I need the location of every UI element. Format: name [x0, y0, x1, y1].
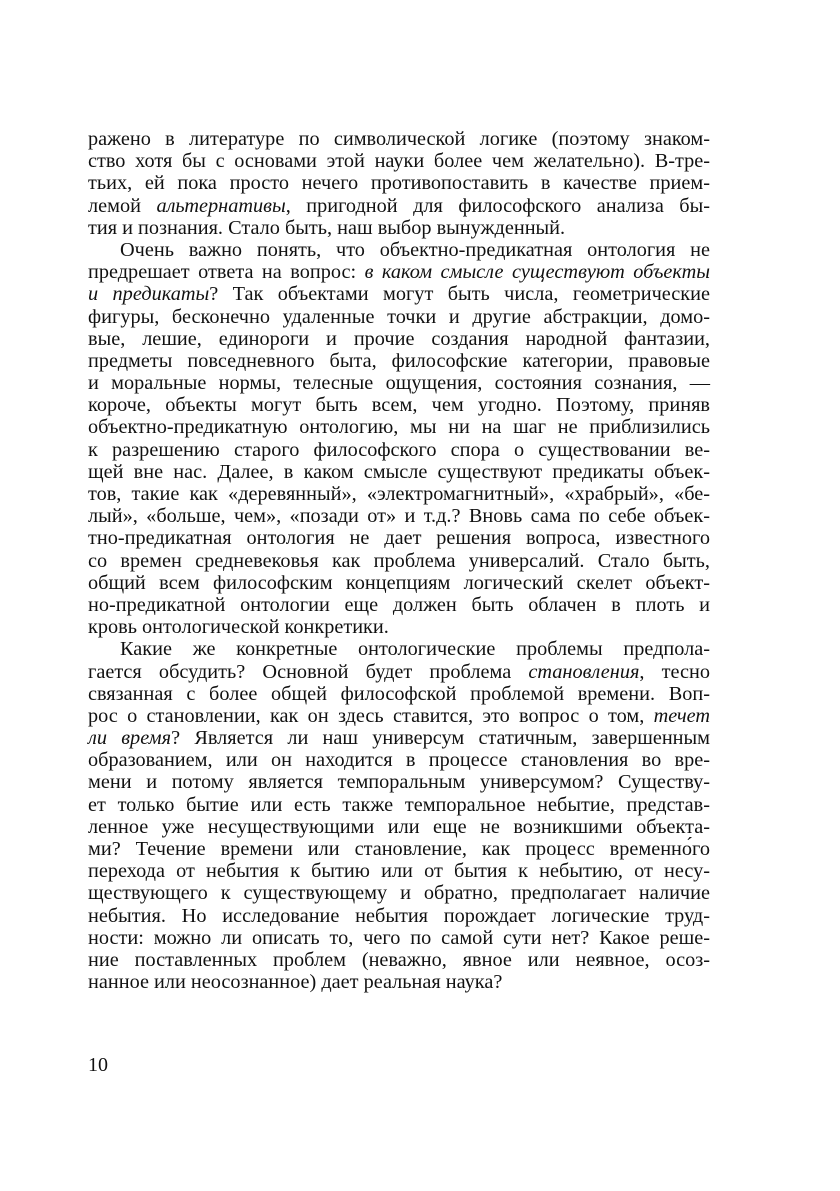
text-line: ности: можно ли описать то, чего по самой сути нет? Какое реше-: [88, 926, 710, 949]
paragraph: [88, 239, 710, 638]
text-line: нанное или неосознанное) дает реальная наука?: [88, 971, 503, 994]
text-line: ство хотя бы с основами этой науки более чем желательно). В-тре-: [88, 150, 710, 173]
text-line: ществующего к существующему и обратно, предполагает наличие: [88, 882, 710, 905]
text-line: образованием, или он находится в процессе становления во вре-: [88, 749, 710, 772]
text-line: тия и познания. Стало быть, наш выбор вынужденный.: [88, 216, 566, 239]
page-body: [88, 128, 710, 993]
text-line: Какие же конкретные онтологические проблемы предпола-: [120, 638, 710, 661]
text-line: и моральные нормы, телесные ощущения, состояния сознания, —: [88, 372, 710, 395]
text-line: ми? Течение времени или становление, как процесс временно́го: [88, 838, 710, 860]
text-line: короче, объекты могут быть всем, чем угодно. Поэтому, приняв: [88, 394, 710, 417]
paragraph: [88, 638, 710, 993]
text-line: Очень важно понять, что объектно-предикатная онтология не: [120, 238, 710, 261]
text-line: кровь онтологической конкретики.: [88, 616, 389, 639]
text-line: щей вне нас. Далее, в каком смысле существуют предикаты объек-: [88, 460, 710, 483]
text-line: к разрешению старого философского спора о существовании ве-: [88, 438, 710, 461]
text-line: предметы повседневного быта, философские категории, правовые: [88, 349, 710, 372]
text-line: тов, такие как «деревянный», «электромагнитный», «храбрый», «бе-: [88, 483, 710, 505]
text-line: ражено в литературе по символической логике (поэтому знаком-: [88, 128, 710, 150]
text-line: фигуры, бесконечно удаленные точки и другие абстракции, домо-: [88, 305, 710, 328]
text-line: объектно-предикатную онтологию, мы ни на шаг не приблизились: [88, 416, 710, 439]
text-line: перехода от небытия к бытию или от бытия к небытию, от несу-: [88, 860, 710, 883]
text-line: ет только бытие или есть также темпоральное небытие, представ-: [88, 793, 710, 816]
text-line: небытия. Но исследование небытия порождает логические труд-: [88, 904, 710, 927]
text-line: тно-предикатная онтология не дает решения вопроса, известного: [88, 527, 710, 550]
text-line: со времен средневековья как проблема универсалий. Стало быть,: [88, 549, 710, 572]
text-line: но-предикатной онтологии еще должен быть облачен в плоть и: [88, 593, 710, 616]
text-line: связанная с более общей философской проблемой времени. Воп-: [88, 682, 710, 705]
text-line: ние поставленных проблем (неважно, явное или неявное, осоз-: [88, 948, 710, 971]
text-line: общий всем философским концепциям логический скелет объект-: [88, 571, 710, 594]
text-line: лый», «больше, чем», «позади от» и т.д.? Вновь сама по себе объек-: [88, 505, 710, 528]
text-line: предрешает ответа на вопрос: в каком смысле существуют объекты: [88, 261, 710, 284]
page-number: 10: [88, 1054, 108, 1076]
text-line: и предикаты? Так объектами могут быть числа, геометрические: [88, 283, 710, 306]
text-line: ленное уже несуществующими или еще не возникшими объекта-: [88, 815, 710, 838]
text-line: мени и потому является темпоральным универсумом? Существу-: [88, 771, 710, 794]
text-line: рос о становлении, как он здесь ставится, это вопрос о том, течет: [88, 704, 710, 727]
text-line: вые, лешие, единороги и прочие создания народной фантазии,: [88, 327, 710, 350]
paragraph: [88, 128, 710, 239]
text-line: ли время? Является ли наш универсум статичным, завершенным: [88, 727, 710, 750]
text-line: гается обсудить? Основной будет проблема становления, тесно: [88, 660, 710, 683]
text-line: лемой альтернативы, пригодной для философского анализа бы-: [88, 194, 710, 217]
text-line: тьих, ей пока просто нечего противопоставить в качестве прием-: [88, 172, 710, 195]
